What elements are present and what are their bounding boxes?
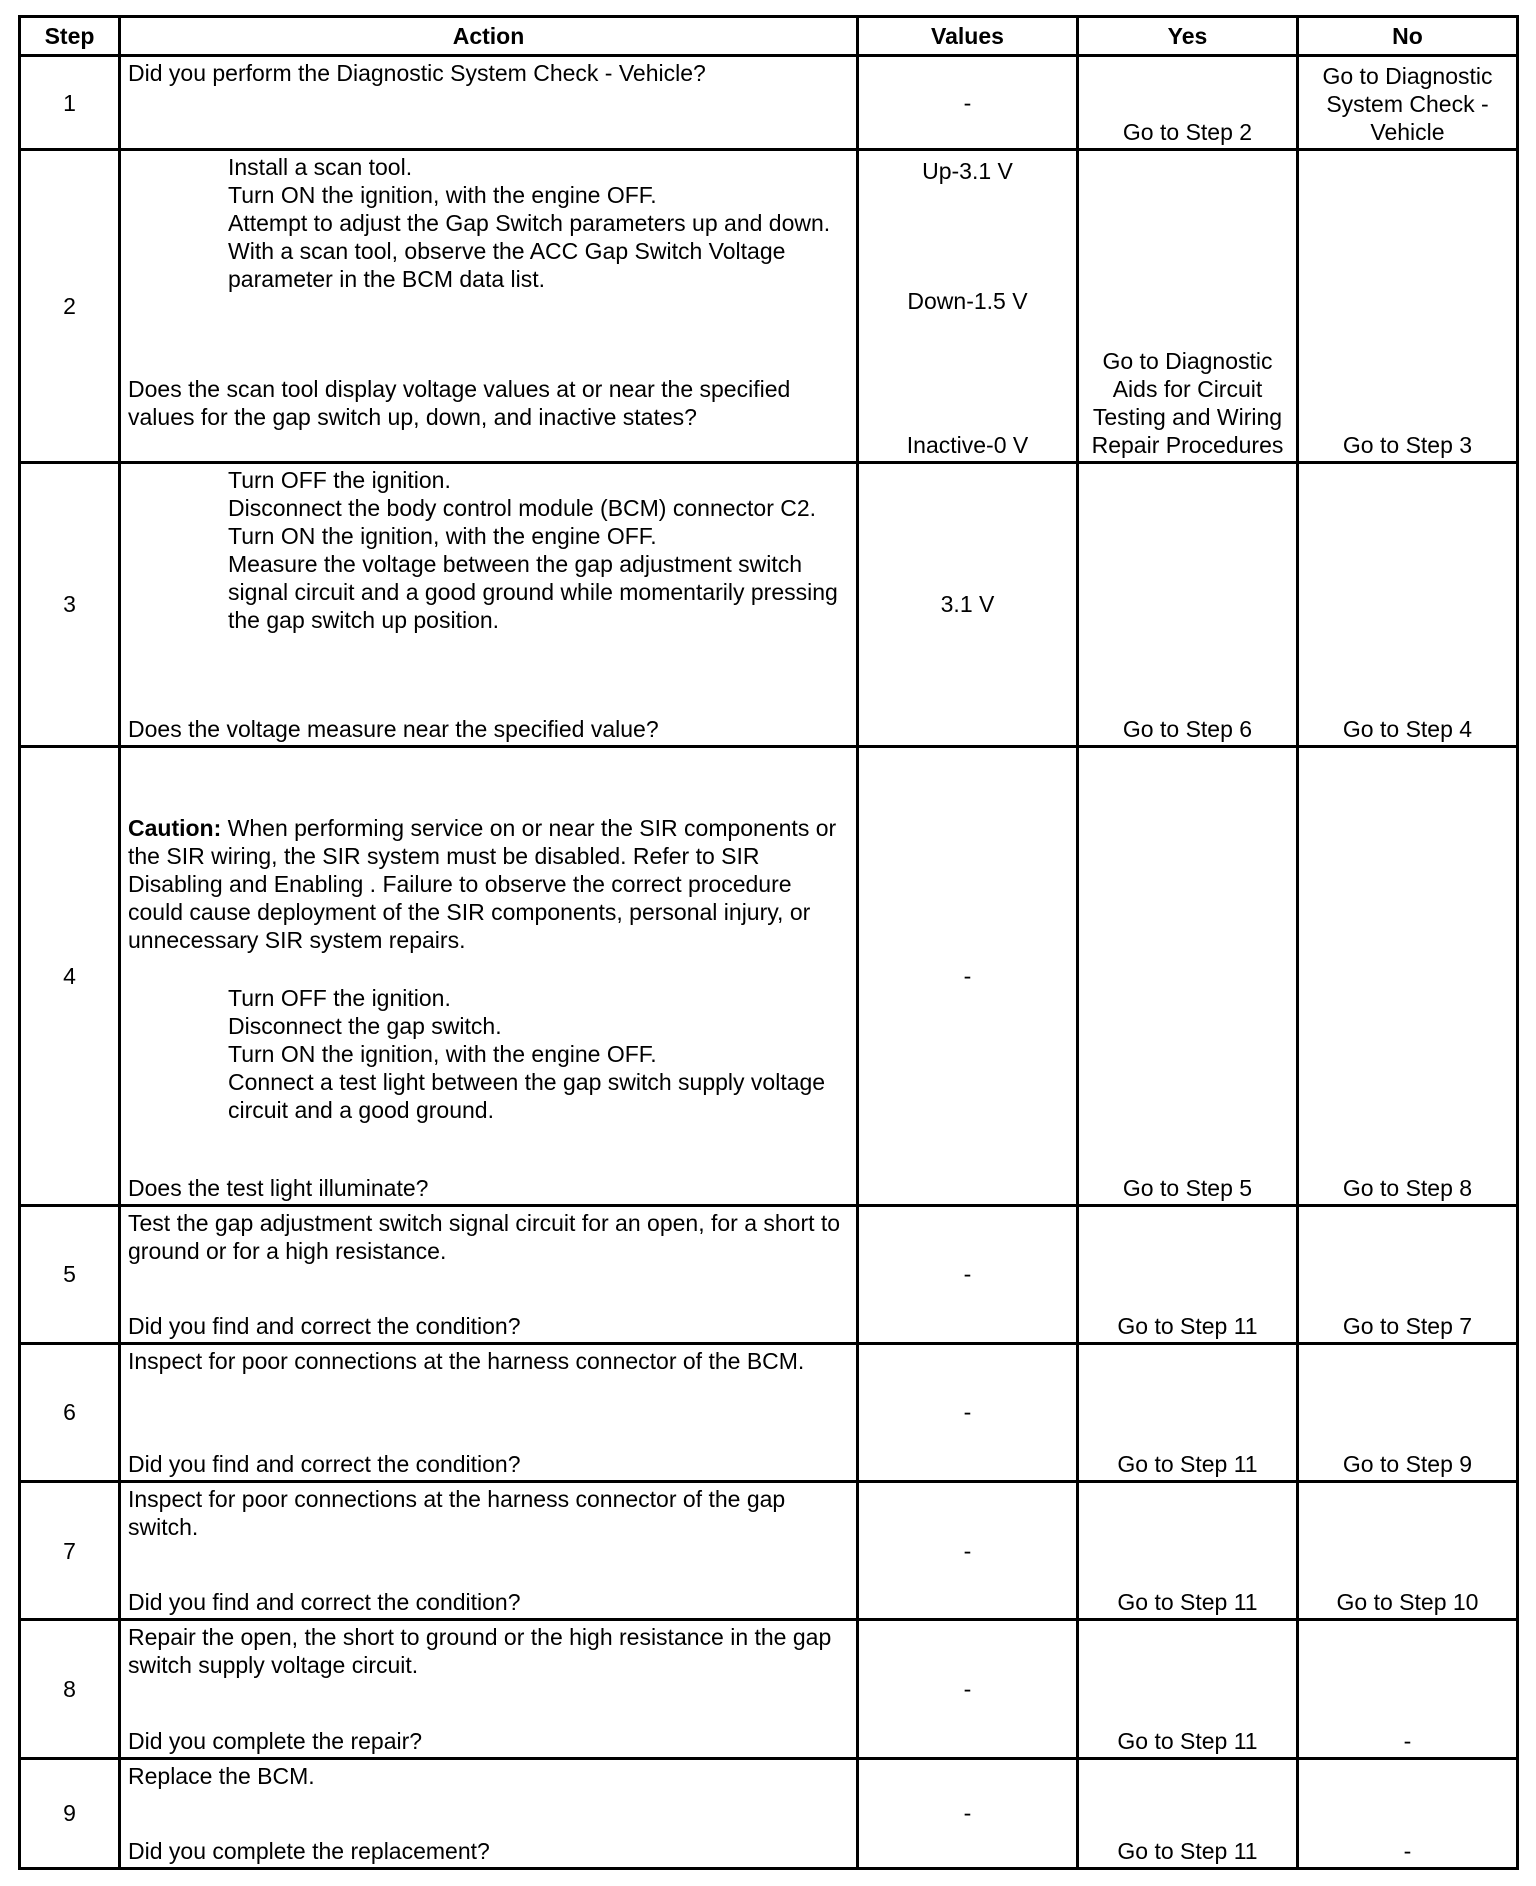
values-cell: - (858, 1482, 1078, 1620)
action-steps (128, 984, 849, 1124)
header-values: Values (858, 17, 1078, 56)
table-row (20, 462, 1518, 746)
step-number: 5 (20, 1205, 120, 1343)
action-text: Inspect for poor connections at the harness connector of the BCM. (128, 1347, 805, 1374)
action-question: Did you find and correct the condition? (128, 1451, 521, 1478)
header-row (20, 17, 1518, 56)
values-cell: - (858, 1620, 1078, 1758)
yes-cell: Go to Step 11 (1078, 1758, 1298, 1868)
table-row (20, 1482, 1518, 1620)
table-row (20, 150, 1518, 463)
values-cell (858, 150, 1078, 463)
action-question: Did you find and correct the condition? (128, 1589, 521, 1616)
action-cell (120, 150, 858, 463)
action-question: Did you complete the repair? (128, 1727, 423, 1754)
values-cell: - (858, 1205, 1078, 1343)
value-down: Down-1.5 V (907, 288, 1028, 315)
action-text: Inspect for poor connections at the harness connector of the gap switch. (128, 1486, 786, 1541)
action-step: Turn ON the ignition, with the engine OFF. (228, 522, 657, 549)
caution-text: When performing service on or near the SIR components or the SIR wiring, the SIR system must be disabled. Refer to SIR Disabling and Enabling . Failure to observe the correct procedure could cause deployment of the SIR components, personal injury, or unnecessary SIR system repairs. (128, 814, 837, 953)
action-text: Repair the open, the short to ground or the high resistance in the gap switch supply voltage circuit. (128, 1624, 832, 1679)
action-question: Does the scan tool display voltage values at or near the specified values for the gap switch up, down, and inactive states? (128, 375, 791, 430)
action-cell (120, 56, 858, 150)
step-number: 6 (20, 1343, 120, 1481)
values-cell: - (858, 56, 1078, 150)
action-cell (120, 1758, 858, 1868)
table-row (20, 1343, 1518, 1481)
yes-cell: Go to Step 11 (1078, 1482, 1298, 1620)
action-cell (120, 1482, 858, 1620)
no-cell: Go to Step 3 (1298, 150, 1518, 463)
no-cell: Go to Step 7 (1298, 1205, 1518, 1343)
yes-cell: Go to Step 5 (1078, 746, 1298, 1205)
values-cell: - (858, 1758, 1078, 1868)
values-cell: - (858, 1343, 1078, 1481)
caution-note (128, 814, 849, 954)
action-text: Replace the BCM. (128, 1762, 315, 1789)
table-row (20, 746, 1518, 1205)
no-cell: Go to Step 4 (1298, 462, 1518, 746)
no-cell: Go to Step 9 (1298, 1343, 1518, 1481)
action-cell (120, 462, 858, 746)
value-inactive: Inactive-0 V (906, 431, 1029, 458)
action-step: Install a scan tool. (228, 154, 413, 181)
action-steps (128, 466, 849, 634)
action-question: Did you complete the replacement? (128, 1838, 490, 1864)
header-action: Action (120, 17, 858, 56)
yes-cell: Go to Step 11 (1078, 1620, 1298, 1758)
yes-cell: Go to Step 11 (1078, 1343, 1298, 1481)
action-question: Does the voltage measure near the specified value? (128, 715, 659, 742)
no-cell: - (1298, 1758, 1518, 1868)
action-cell (120, 1620, 858, 1758)
values-cell: 3.1 V (858, 462, 1078, 746)
action-step: Disconnect the body control module (BCM) connector C2. (228, 494, 817, 521)
table-row (20, 1758, 1518, 1868)
step-number: 7 (20, 1482, 120, 1620)
step-number: 4 (20, 746, 120, 1205)
action-step: Connect a test light between the gap switch supply voltage circuit and a good ground. (228, 1068, 826, 1123)
action-step: Turn ON the ignition, with the engine OFF. (228, 182, 657, 209)
no-cell: - (1298, 1620, 1518, 1758)
header-no: No (1298, 17, 1518, 56)
yes-cell: Go to Step 2 (1078, 56, 1298, 150)
no-cell: Go to Diagnostic System Check - Vehicle (1298, 56, 1518, 150)
action-step: With a scan tool, observe the ACC Gap Switch Voltage parameter in the BCM data list. (228, 238, 786, 293)
step-number: 2 (20, 150, 120, 463)
action-step: Attempt to adjust the Gap Switch parameters up and down. (228, 210, 831, 237)
no-cell: Go to Step 8 (1298, 746, 1518, 1205)
step-number: 8 (20, 1620, 120, 1758)
action-cell (120, 746, 858, 1205)
table-row (20, 1620, 1518, 1758)
yes-cell: Go to Step 6 (1078, 462, 1298, 746)
header-step: Step (20, 17, 120, 56)
values-cell: - (858, 746, 1078, 1205)
table-row (20, 56, 1518, 150)
action-step: Disconnect the gap switch. (228, 1012, 502, 1039)
value-up: Up-3.1 V (922, 158, 1013, 185)
diagnostic-table (18, 15, 1519, 1870)
action-step: Turn OFF the ignition. (228, 466, 451, 493)
action-step: Turn ON the ignition, with the engine OFF. (228, 1040, 657, 1067)
no-cell: Go to Step 10 (1298, 1482, 1518, 1620)
yes-cell: Go to Step 11 (1078, 1205, 1298, 1343)
step-number: 1 (20, 56, 120, 150)
action-question: Does the test light illuminate? (128, 1174, 429, 1201)
header-yes: Yes (1078, 17, 1298, 56)
step-number: 3 (20, 462, 120, 746)
step-number: 9 (20, 1758, 120, 1868)
yes-cell: Go to Diagnostic Aids for Circuit Testing and Wiring Repair Procedures (1078, 150, 1298, 463)
caution-label: Caution: (128, 814, 222, 841)
action-question: Did you perform the Diagnostic System Check - Vehicle? (128, 60, 706, 86)
table-row (20, 1205, 1518, 1343)
action-cell (120, 1205, 858, 1343)
action-question: Did you find and correct the condition? (128, 1312, 521, 1339)
action-step: Measure the voltage between the gap adjustment switch signal circuit and a good ground while momentarily pressing the gap switch up position. (228, 550, 838, 633)
action-text: Test the gap adjustment switch signal circuit for an open, for a short to ground or for a high resistance. (128, 1209, 841, 1264)
action-steps (128, 153, 849, 293)
action-cell (120, 1343, 858, 1481)
action-step: Turn OFF the ignition. (228, 984, 451, 1011)
